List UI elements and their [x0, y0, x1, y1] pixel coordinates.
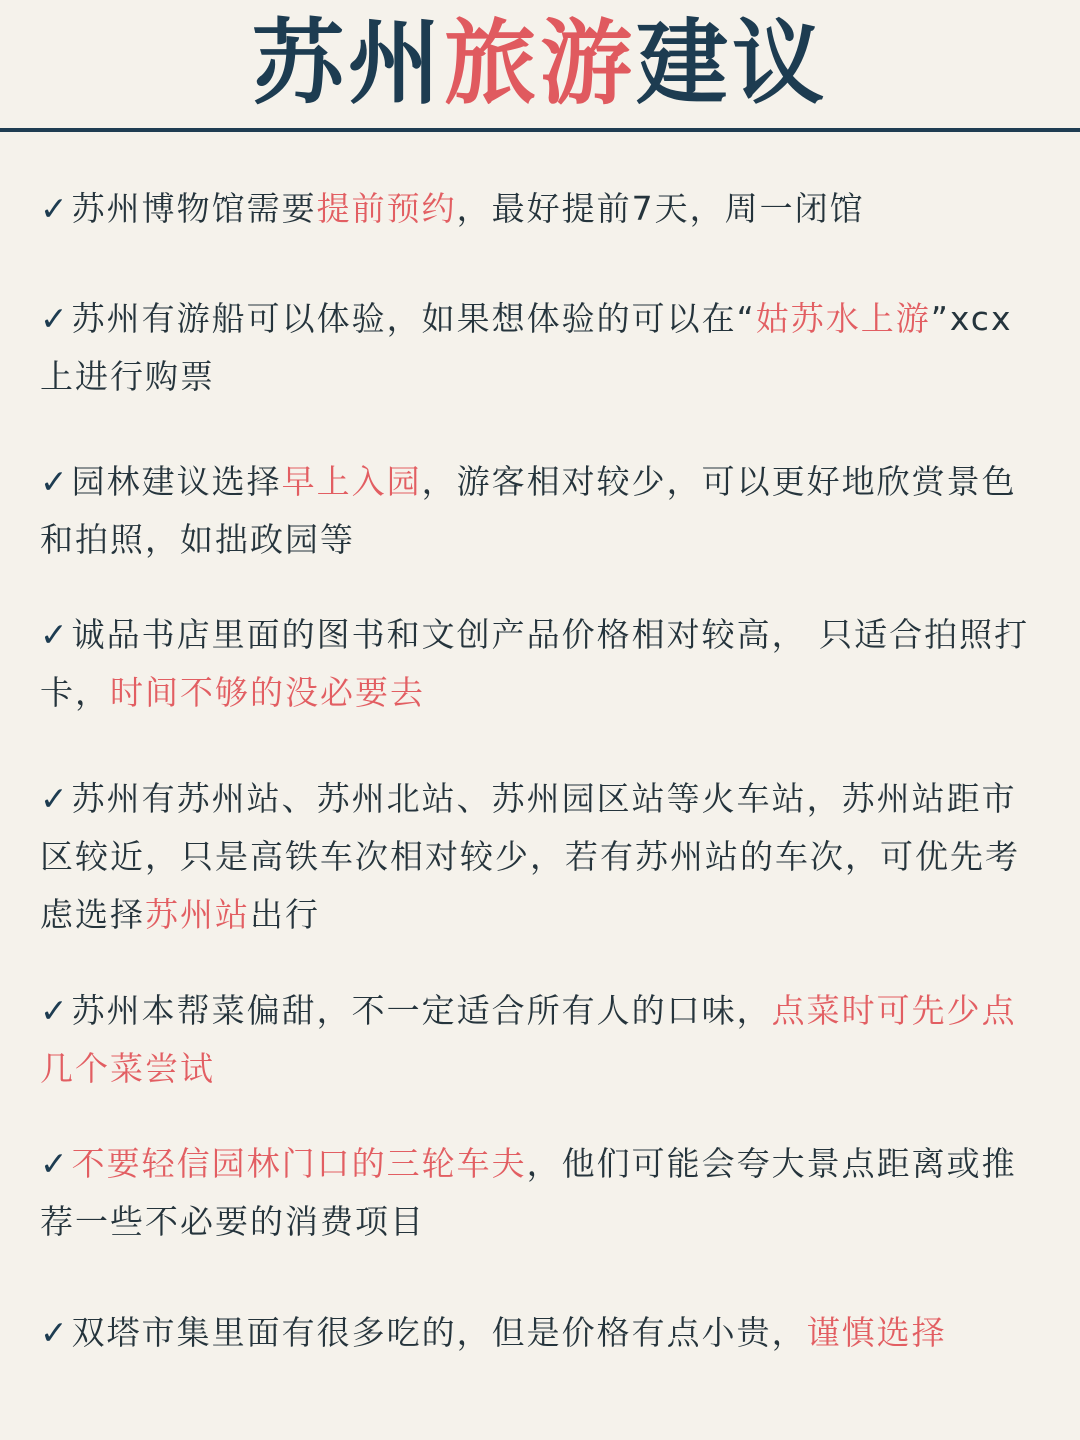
tip-item-1 — [40, 180, 1040, 238]
tip-text: ，游客相对较少，可以更好地欣赏景色和拍照，如拙政园等 — [40, 462, 1017, 559]
tip-item-4 — [40, 606, 1040, 722]
title-part-1: 苏州 — [251, 10, 444, 117]
tip-text: 苏州博物馆需要 — [71, 189, 317, 228]
tip-highlight: 早上入园 — [281, 462, 422, 501]
tip-item-7 — [40, 1135, 1040, 1251]
check-icon: ✓ — [40, 991, 70, 1030]
page-title — [251, 10, 829, 117]
tip-item-5 — [40, 770, 1040, 944]
tip-item-3 — [40, 453, 1040, 569]
title-part-2: 旅游 — [443, 10, 636, 117]
tip-item-6 — [40, 982, 1040, 1098]
tip-highlight: 提前预约 — [316, 189, 457, 228]
check-icon: ✓ — [40, 779, 70, 818]
tip-highlight: 时间不够的没必要去 — [110, 673, 425, 712]
tip-item-8 — [40, 1304, 1040, 1362]
check-icon: ✓ — [40, 615, 70, 654]
header — [0, 0, 1080, 132]
check-icon: ✓ — [40, 1144, 70, 1183]
check-icon: ✓ — [40, 462, 70, 501]
tip-text: 出行 — [250, 895, 320, 934]
tip-text: ”xcx上进行购票 — [40, 299, 1013, 396]
check-icon: ✓ — [40, 189, 70, 228]
tip-text: 苏州本帮菜偏甜，不一定适合所有人的口味， — [71, 991, 772, 1030]
tip-highlight: 不要轻信园林门口的三轮车夫 — [71, 1144, 527, 1183]
tip-text: 诚品书店里面的图书和文创产品价格相对较高， 只适合拍照打卡， — [40, 615, 1030, 712]
check-icon: ✓ — [40, 1313, 70, 1352]
tip-text: 园林建议选择 — [71, 462, 282, 501]
tip-text: 苏州有苏州站、苏州北站、苏州园区站等火车站，苏州站距市区较近，只是高铁车次相对较少，若有苏州站的车次，可优先考虑选择 — [40, 779, 1020, 934]
tip-text: ，他们可能会夸大景点距离或推荐一些不必要的消费项目 — [40, 1144, 1017, 1241]
check-icon: ✓ — [40, 299, 70, 338]
tip-highlight: 点菜时可先少点几个菜尝试 — [40, 991, 1017, 1088]
tip-highlight: 谨慎选择 — [806, 1313, 947, 1352]
tip-highlight: 苏州站 — [145, 895, 250, 934]
tip-text: ，最好提前7天，周一闭馆 — [456, 189, 865, 228]
tip-highlight: 姑苏水上游 — [755, 299, 931, 338]
tip-text: 苏州有游船可以体验，如果想体验的可以在“ — [71, 299, 756, 338]
tip-item-2 — [40, 290, 1040, 406]
title-part-3: 建议 — [636, 10, 829, 117]
tip-text: 双塔市集里面有很多吃的，但是价格有点小贵， — [71, 1313, 807, 1352]
